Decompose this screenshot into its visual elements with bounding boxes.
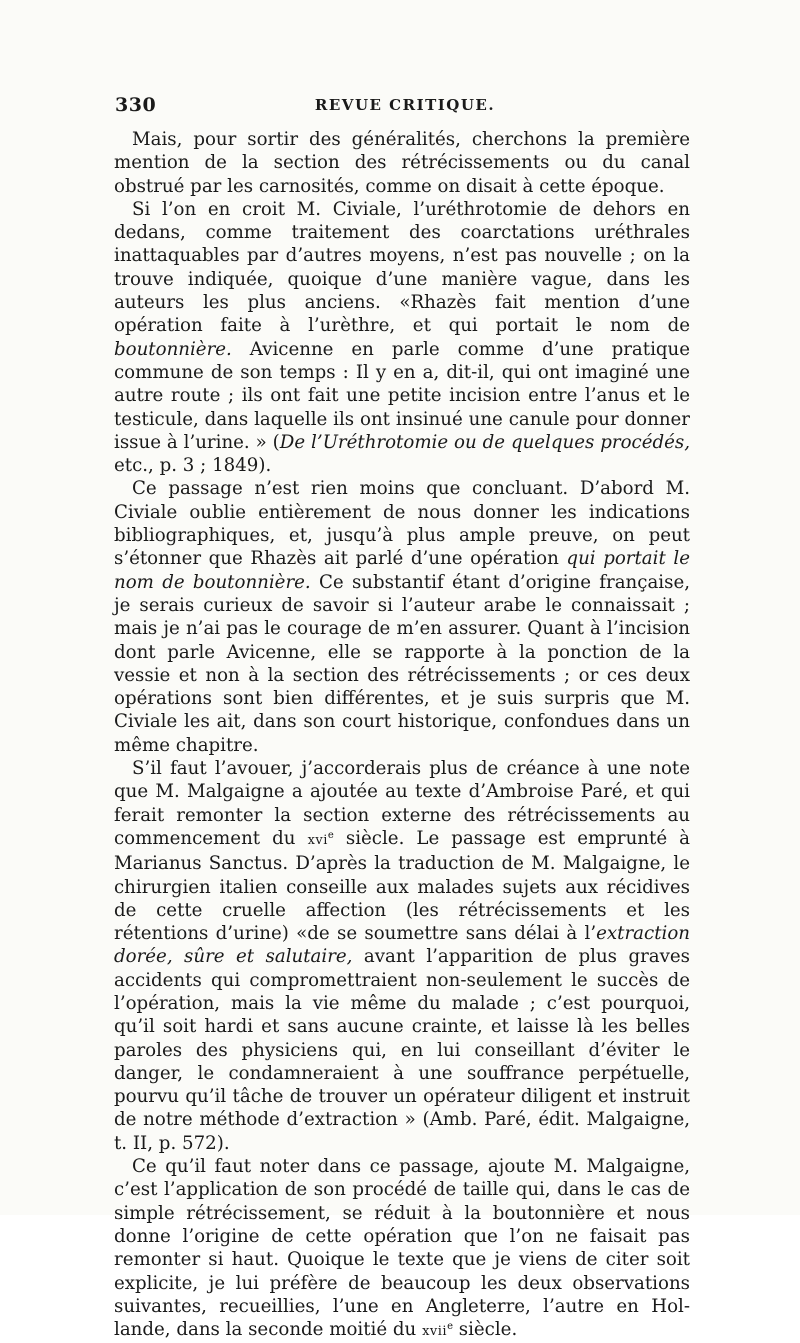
text-run: Ce substantif étant d’origine française, je serais curieux de savoir si l’auteur arabe le connaissait ; mais je n’ai pas le courage de m’en assurer. Quant à l’incision dont parle Avicenne, elle se rapporte à la ponction de la vessie et non à la section des rétrécissements ; or ces deux opérations sont bien différentes, et je suis surpris que M. Civiale les ait, dans son court historique, confondues dans un même chapitre. <box>114 571 690 756</box>
page-number: 330 <box>115 94 157 116</box>
text-run: Si l’on en croit M. Civiale, l’uréthrotomie de dehors en dedans, comme traitement des coarctations uréthrales inattaquables par d’autres moyens, n’est pas nouvelle ; on la trouve indiquée, quoique d’une manière vague, dans les auteurs les plus anciens. «Rhazès fait mention d’une opération faite à l’urèthre, et qui portait le nom de <box>114 198 690 337</box>
paragraph <box>114 477 690 757</box>
text-run: Avicenne en parle comme d’une pratique commune de son temps : Il y en a, dit-il, qui ont imaginé une autre route ; ils ont fait une petite incision entre l’anus et le testicule, dans laquelle ils ont insinué une canule pour donner issue à l’urine. » ( <box>114 338 690 453</box>
small-caps-text: xvii <box>422 1324 448 1340</box>
text-run: avant l’apparition de plus graves accidents qui compromettraient non-seulement le succès de l’opération, mais la vie même du malade ; c’est pourquoi, qu’il soit hardi et sans aucune crainte, et laisse là les belles paroles des physiciens qui, en lui conseillant d’éviter le danger, le condamneraient à une souffrance perpétuelle, pourvu qu’il tâche de trouver un opérateur diligent et instruit de notre méthode d’extraction » (Amb. Paré, édit. Malgaigne, t. II, p. 572). <box>114 946 690 1154</box>
text-run: S’il faut l’avouer, j’accorderais plus de créance à une note que M. Malgaigne a ajoutée au texte d’Ambroise Paré, et qui ferait remonter la section externe des rétrécissements au commencement du <box>114 758 690 849</box>
superscript: e <box>447 1321 453 1333</box>
paragraph <box>114 1155 690 1343</box>
text-run: Ce qu’il faut noter dans ce passage, ajoute M. Malgaigne, c’est l’application de son procédé de taille qui, dans le cas de simple rétrécissement, se réduit à la boutonnière et nous donne l’origine de cette opération que l’on ne faisait pas remonter si haut. Quoique le texte que je viens de citer soit explicite, je lui préfère de beaucoup les deux observations suivantes, recueillies, l’une en Angleterre, l’autre en Hollande, dans la seconde moitié du <box>114 1156 690 1341</box>
text-run: Mais, pour sortir des généralités, cherchons la première mention de la section des rétrécissements ou du canal obstrué par les carnosités, comme on disait à cette époque. <box>114 129 690 197</box>
italic-text: boutonnière. <box>114 338 232 360</box>
italic-text: De l’Uréthrotomie ou de quelques procédés, <box>279 431 690 453</box>
small-caps-text: xvi <box>307 832 328 848</box>
body-text <box>114 128 690 1343</box>
text-run: siècle. Le passage est emprunté à Marianus Sanctus. D’après la traduction de M. Malgaigne, le chirurgien italien conseille aux malades sujets aux récidives de cette cruelle affection (les rétrécissements et les rétentions d’urine) «de se soumettre sans délai à l’ <box>114 827 690 945</box>
italic-text: qui portait le nom de boutonnière. <box>114 548 690 593</box>
italic-text: extraction dorée, sûre et salutaire, <box>114 923 690 968</box>
page-header <box>115 94 695 120</box>
text-run: Ce passage n’est rien moins que concluant. D’abord M. Civiale oublie entièrement de nous donner les indications bibliographiques, et, jusqu’à plus ample preuve, on peut s’étonner que Rhazès ait parlé d’une opération <box>114 478 690 570</box>
text-run: siècle. <box>452 1319 518 1341</box>
superscript: e <box>327 829 334 841</box>
paragraph <box>114 757 690 1155</box>
text-run: etc., p. 3 ; 1849). <box>114 455 272 477</box>
paragraph <box>114 198 690 478</box>
running-head: REVUE CRITIQUE. <box>314 96 496 114</box>
paragraph <box>114 128 690 198</box>
